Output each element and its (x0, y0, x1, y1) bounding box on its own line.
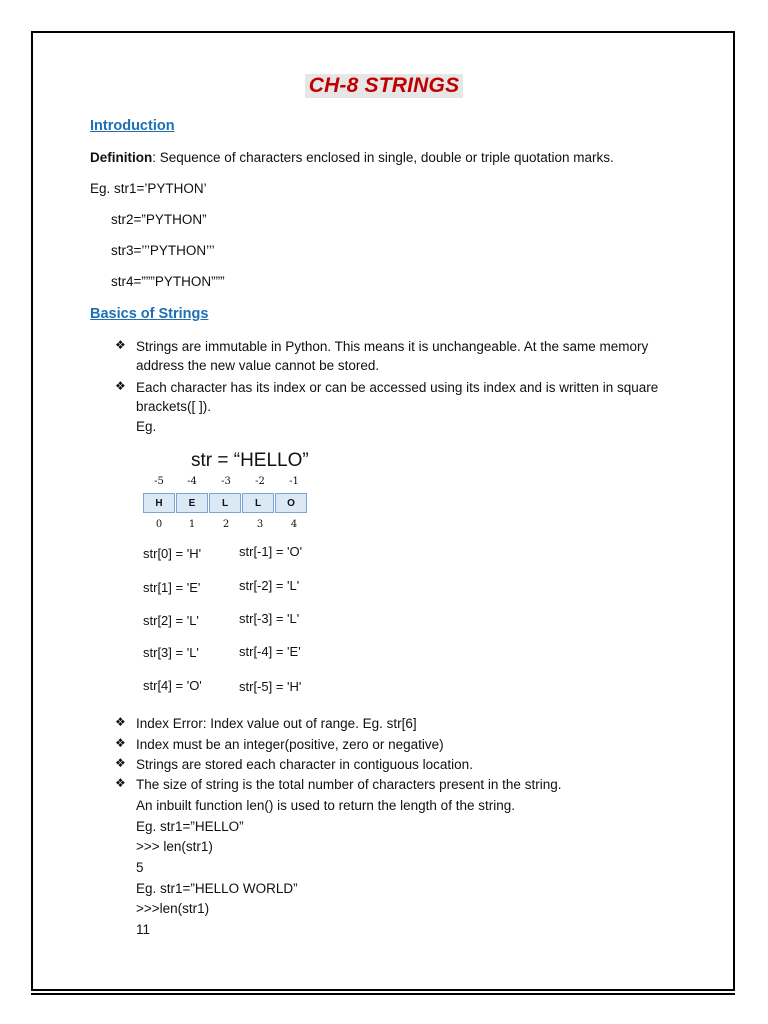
definition-line (90, 149, 614, 167)
neg-index: -2 (255, 476, 265, 487)
diamond-bullet-icon: ❖ (115, 379, 126, 393)
len-line: Eg. str1=”HELLO” (136, 819, 244, 834)
basics-bullet-2-line1: Each character has its index or can be accessed using its index and is written in square (136, 380, 659, 395)
char-cell: H (143, 493, 175, 513)
char-cells (143, 493, 308, 513)
diamond-bullet-icon: ❖ (115, 776, 126, 790)
example-str1: Eg. str1=’PYTHON’ (90, 181, 207, 196)
char-cell: L (209, 493, 241, 513)
definition-label: Definition (90, 150, 153, 165)
char-cell: O (275, 493, 307, 513)
pos-index: 0 (155, 519, 163, 530)
index-example-right: str[-1] = 'O' (239, 544, 303, 559)
len-line: 11 (136, 922, 151, 937)
pos-index: 2 (222, 519, 230, 530)
example-str2: str2=”PYTHON” (111, 212, 207, 227)
basics-bullet-2-line3: Eg. (136, 419, 157, 434)
pos-index: 3 (256, 519, 264, 530)
intro-heading: Introduction (90, 118, 175, 134)
index-example-left: str[2] = 'L' (143, 613, 199, 628)
page-title: CH-8 STRINGS (305, 74, 464, 98)
neg-index: -5 (154, 476, 164, 487)
neg-index: -3 (221, 476, 231, 487)
index-example-right: str[-2] = 'L' (239, 578, 300, 593)
title-wrap (0, 74, 768, 98)
diamond-bullet-icon: ❖ (115, 715, 126, 729)
len-line: 5 (136, 860, 144, 875)
diamond-bullet-icon: ❖ (115, 338, 126, 352)
bullet-contiguous: Strings are stored each character in contiguous location. (136, 757, 473, 772)
neg-index: -1 (289, 476, 299, 487)
basics-bullet-2-line2: brackets([ ]). (136, 399, 212, 414)
neg-index: -4 (187, 476, 197, 487)
basics-bullet-1-line2: address the new value cannot be stored. (136, 358, 380, 373)
basics-bullet-1-line1: Strings are immutable in Python. This means it is unchangeable. At the same memory (136, 339, 649, 354)
len-line: >>>len(str1) (136, 901, 210, 916)
index-example-left: str[1] = 'E' (143, 580, 201, 595)
bullet-string-size: The size of string is the total number of characters present in the string. (136, 777, 562, 792)
example-str4: str4=”””PYTHON””” (111, 274, 225, 289)
index-example-left: str[3] = 'L' (143, 645, 199, 660)
char-cell: L (242, 493, 274, 513)
example-str3: str3=’’’PYTHON’’’ (111, 243, 215, 258)
index-example-right: str[-4] = 'E' (239, 644, 301, 659)
len-line: An inbuilt function len() is used to return the length of the string. (136, 798, 515, 813)
bullet-index-error: Index Error: Index value out of range. Eg. str[6] (136, 716, 417, 731)
len-line: Eg. str1=”HELLO WORLD” (136, 881, 298, 896)
index-example-left: str[4] = 'O' (143, 678, 202, 693)
diamond-bullet-icon: ❖ (115, 756, 126, 770)
len-line: >>> len(str1) (136, 839, 213, 854)
basics-heading: Basics of Strings (90, 306, 209, 322)
index-example-right: str[-3] = 'L' (239, 611, 300, 626)
diamond-bullet-icon: ❖ (115, 736, 126, 750)
definition-text: : Sequence of characters enclosed in single, double or triple quotation marks. (152, 150, 614, 165)
char-cell: E (176, 493, 208, 513)
bullet-index-integer: Index must be an integer(positive, zero or negative) (136, 737, 444, 752)
pos-index: 1 (188, 519, 196, 530)
index-example-left: str[0] = 'H' (143, 546, 202, 561)
index-example-right: str[-5] = 'H' (239, 679, 302, 694)
pos-index: 4 (290, 519, 298, 530)
diagram-title: str = “HELLO” (191, 450, 309, 471)
